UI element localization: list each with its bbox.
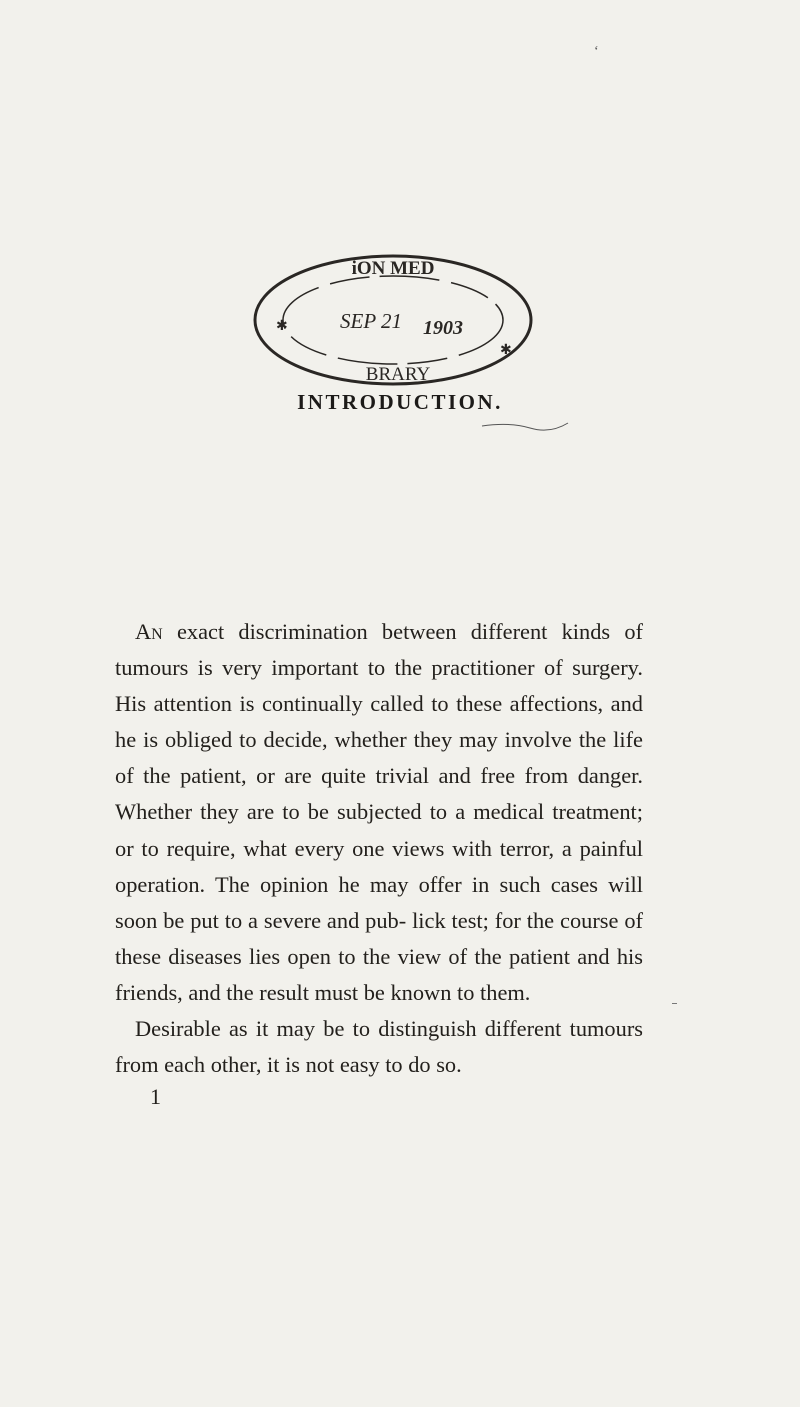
stamp-bottom-text: BRARY [365, 364, 431, 385]
paragraph-lead-word: An [135, 619, 163, 644]
heading-flourish-icon [480, 420, 570, 432]
library-stamp-graphic [248, 250, 538, 390]
body-text [115, 614, 643, 1083]
paragraph-2-text: Desirable as it may be to distinguish different tumours from each other, it is not easy to do so. [115, 1016, 643, 1078]
stamp-date-year: 1903 [423, 317, 463, 339]
margin-tick [672, 1003, 677, 1004]
stamp-date-month: SEP 21 [340, 309, 403, 333]
paragraph-2 [115, 1011, 643, 1083]
stamp-star-icon: ✱ [500, 342, 512, 358]
stamp-top-text: iON MED [351, 258, 435, 279]
library-stamp [248, 250, 538, 390]
paragraph-1 [115, 614, 643, 1011]
page-number: 1 [150, 1084, 161, 1109]
paragraph-1-text: exact discrimination between different kinds of tumours is very important to the practitioner of surgery. His attention is continually called to these affections, and he is obliged to decide, whether they may involve the life of the patient, or are quite trivial and free from danger. Whether they are to be subjected to a medical treatment; or to require, what every one views with terror, a painful operation. The opinion he may offer in such cases will soon be put to a severe and pub- lick test; for the course of these diseases lies open to the view of the patient and his friends, and the result must be known to them. [115, 619, 643, 1005]
corner-mark-icon: ʻ [594, 44, 599, 59]
chapter-heading: INTRODUCTION. [297, 390, 503, 414]
stamp-star-icon: ✱ [276, 318, 288, 334]
